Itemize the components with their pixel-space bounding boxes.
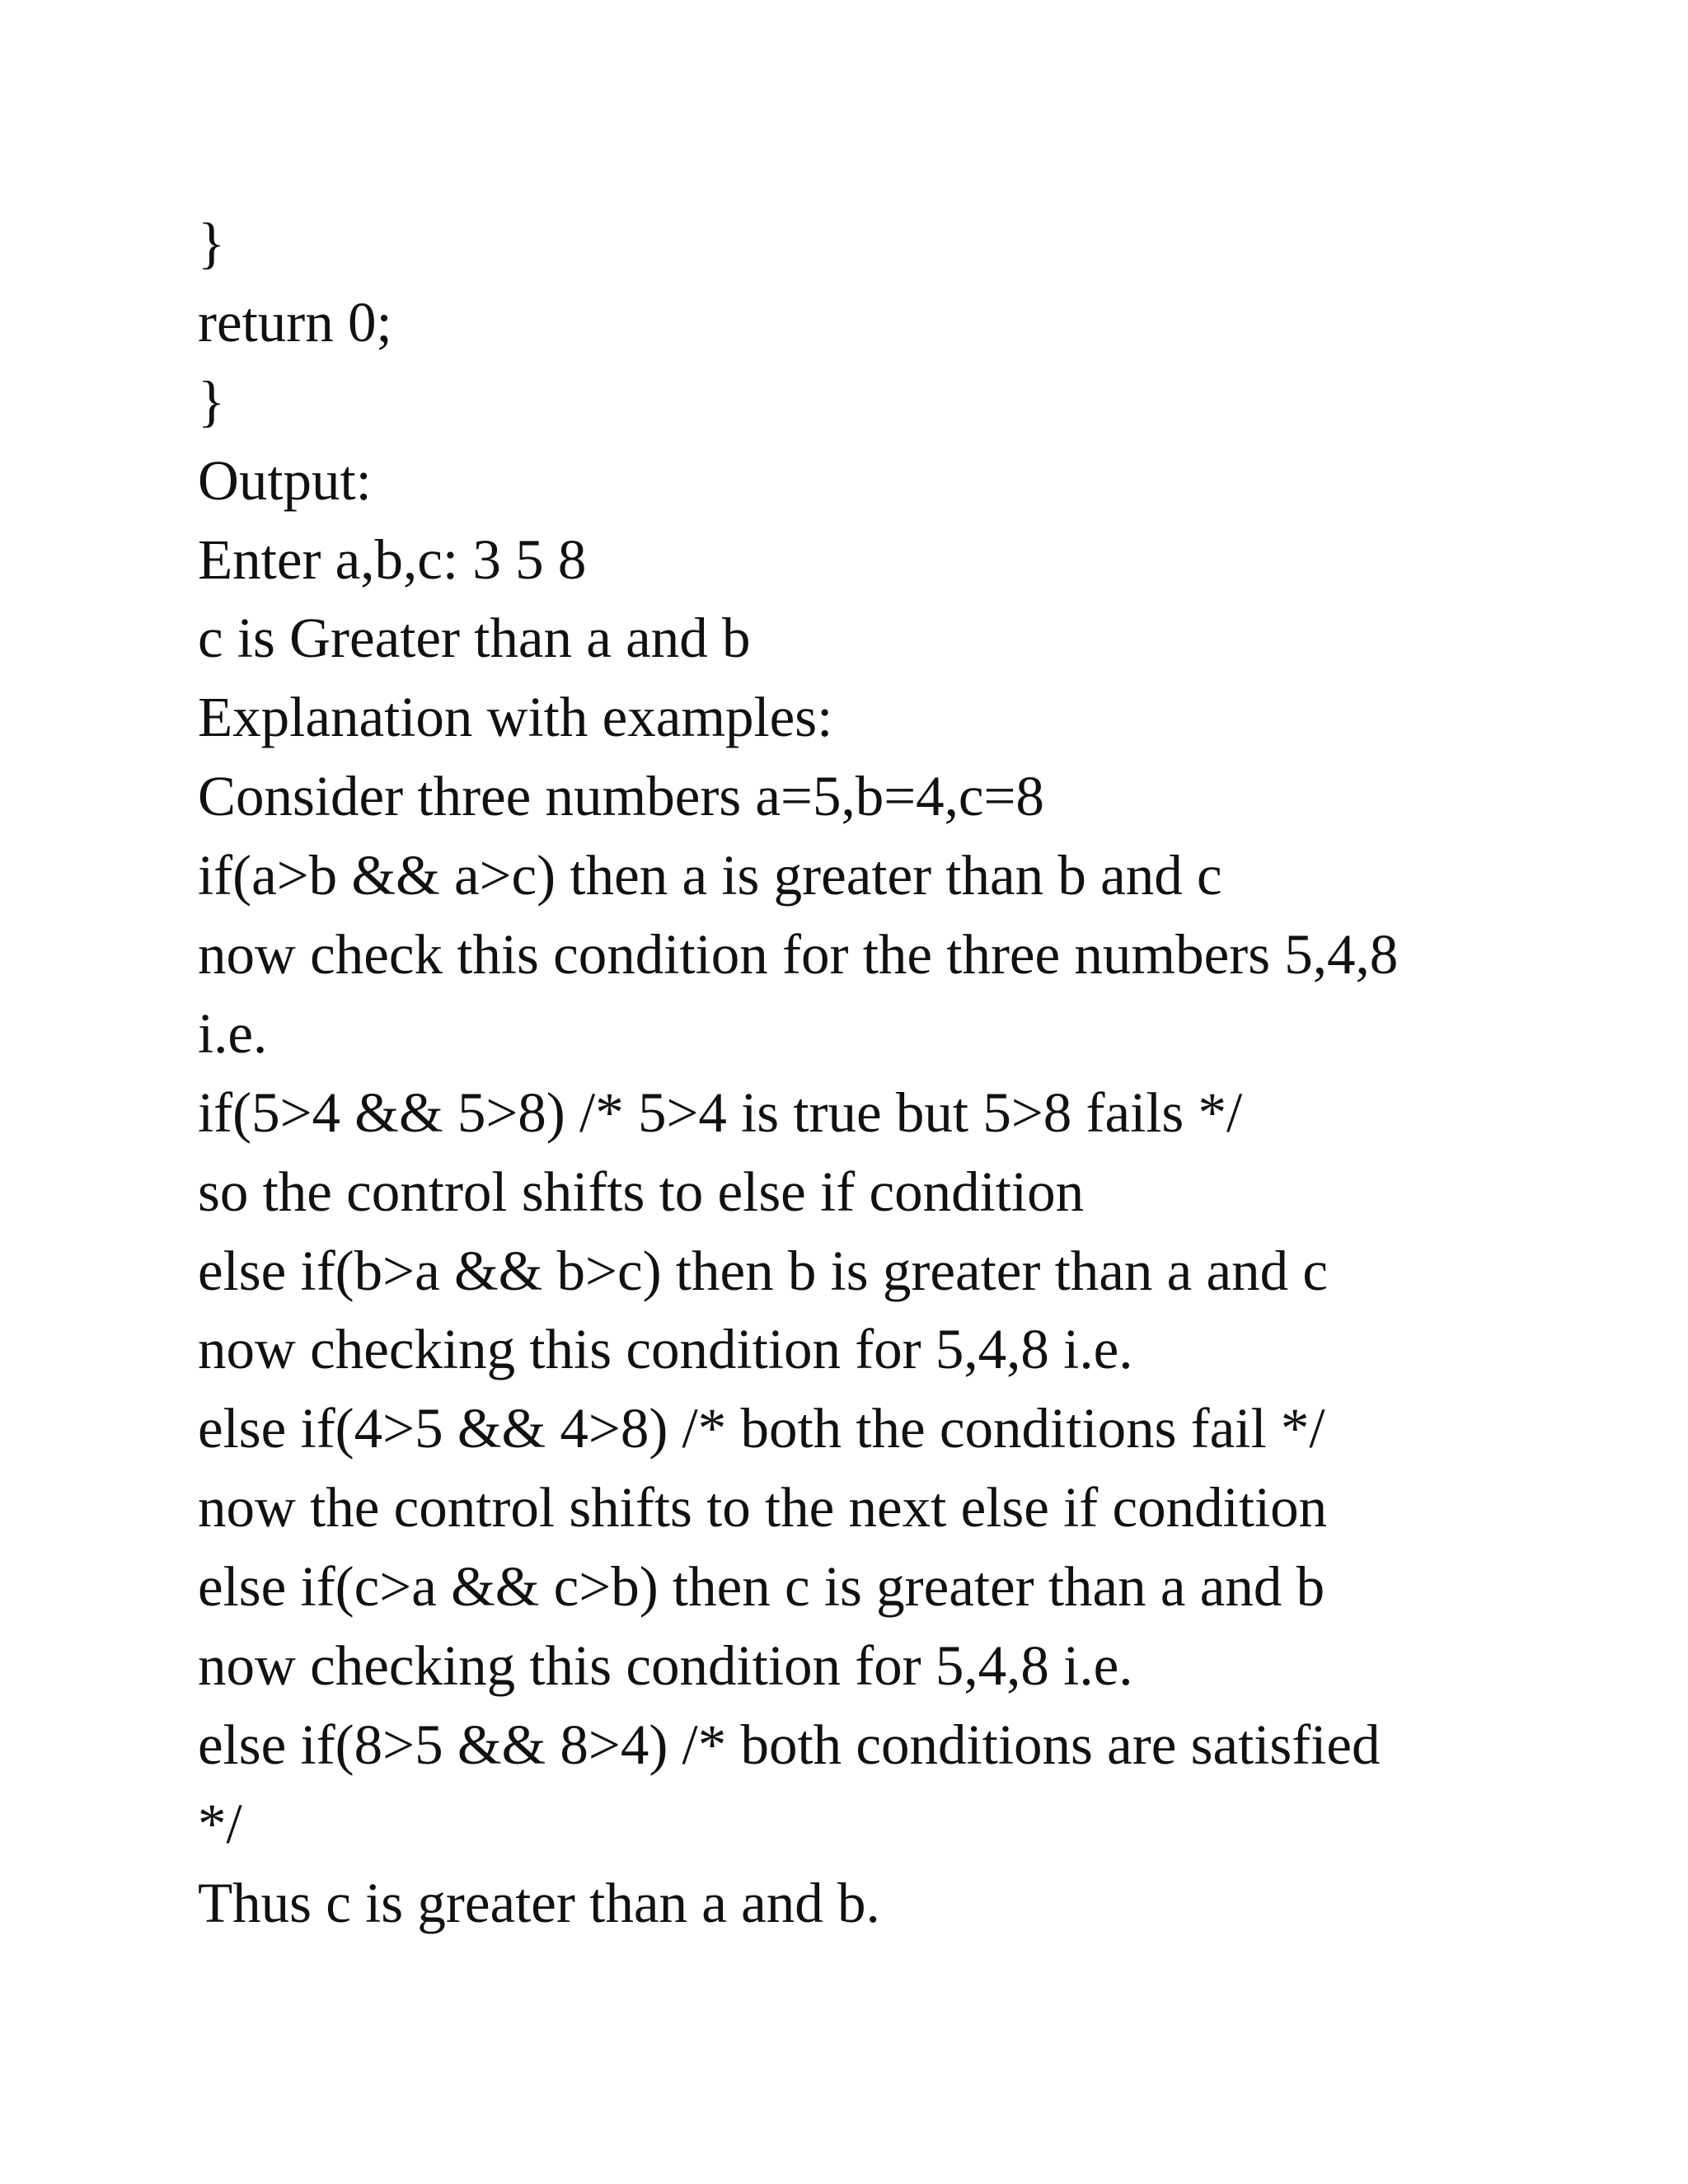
output-result-line: c is Greater than a and b — [198, 607, 751, 670]
explanation-line: i.e. — [198, 1001, 268, 1065]
document-text — [198, 204, 1517, 1943]
explanation-heading: Explanation with examples: — [198, 686, 833, 749]
output-heading: Output: — [198, 448, 372, 512]
explanation-line: else if(b>a && b>c) then b is greater than a and c — [198, 1239, 1329, 1302]
conclusion-line: Thus c is greater than a and b. — [198, 1871, 880, 1934]
explanation-line: else if(4>5 && 4>8) /* both the conditions fail */ — [198, 1397, 1325, 1460]
explanation-line: now check this condition for the three numbers 5,4,8 — [198, 923, 1399, 987]
explanation-line: now checking this condition for 5,4,8 i.e. — [198, 1318, 1133, 1381]
explanation-line: Consider three numbers a=5,b=4,c=8 — [198, 765, 1044, 828]
code-line-closing-brace: } — [198, 369, 226, 433]
explanation-line: now the control shifts to the next else if condition — [198, 1476, 1328, 1540]
explanation-line: if(5>4 && 5>8) /* 5>4 is true but 5>8 fails */ — [198, 1080, 1243, 1144]
explanation-line: if(a>b && a>c) then a is greater than b and c — [198, 844, 1222, 907]
explanation-line: else if(c>a && c>b) then c is greater than a and b — [198, 1555, 1325, 1619]
explanation-line: else if(8>5 && 8>4) /* both conditions are satisfied — [198, 1713, 1381, 1776]
code-line-return: return 0; — [198, 290, 392, 354]
explanation-line: now checking this condition for 5,4,8 i.e. — [198, 1634, 1133, 1698]
output-input-line: Enter a,b,c: 3 5 8 — [198, 527, 587, 591]
explanation-line: */ — [198, 1792, 242, 1855]
explanation-line: so the control shifts to else if condition — [198, 1160, 1085, 1223]
code-line-closing-brace: } — [198, 212, 226, 274]
